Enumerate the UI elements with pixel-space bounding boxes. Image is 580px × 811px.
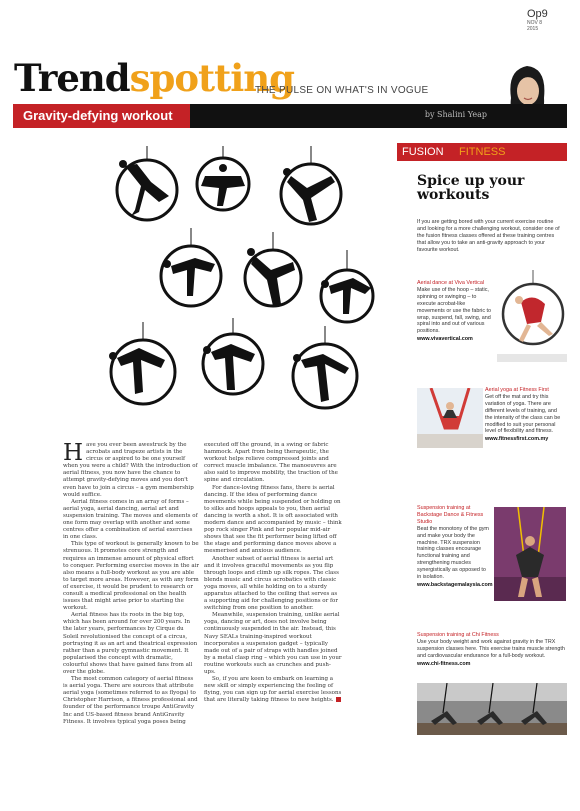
listing-chi-fitness [417,632,567,668]
sidebar-label-part2: FITNESS [459,146,506,158]
listing-backstage [417,505,491,589]
end-mark-icon [336,697,341,702]
paragraph: Aerial fitness has its roots in the big top, which has been around for over 200 years. In the later years, performances by Cirque du Soleil revolutionised the concept of a circus, portraying it as an art and theatrical expression rather than a purely gymnastic movement. It popularised the concept with dramatic, colourful shows that have gained fans from all over the globe. [63,612,198,675]
title-bar [13,104,567,128]
paragraph: Another subset of aerial fitness is aerial art and it involves graceful movements as you flip through loops and climb up silk ropes. The class blends music and circus acrobatics with classic yoga moves, all while holding on to a sturdy apparatus attached to the ceiling that serves as a supporting aid for challenging positions or for switching from one position to another. [204,555,339,612]
listing-body: Make use of the hoop – static, spinning or swinging – to execute acrobat-like movements or use the fabric to wrap, suspend, fall, swing, and spiral into and out of various positions. [417,286,492,335]
sidebar-intro: If you are getting bored with your current exercise routine and looking for a more challenging workout, consider one of the fusion fitness classes offered at these training centres that allow you to take an anti-gravity approach to your favourite workout. [417,219,560,253]
silhouette-4 [171,258,215,296]
page-folio [527,8,573,32]
silhouette-2 [201,176,245,206]
viva-vertical-photo [497,270,567,362]
brand-part2: spotting [129,56,295,100]
paragraph: For dance-loving fitness fans, there is aerial dancing. If the idea of performing dance movements while being suspended or holding on to silks and hoops appeals to you, then aerial dancing is worth a shot. It is oft associated with modern dance and accompanied by music – think pop rock singer Pink and her popular mid-air shows that see the fit performer being lifted off the stage and performing dance moves above a mesmerised and anxious audience. [204,484,342,555]
chi-fitness-photo [417,683,567,735]
paragraph-text: ave you ever been awestruck by the acrobats and trapeze artists in the circus or aspired to be one yourself when you were a child? With the introduction of aerial fitness, you now have the chance to attempt gravity-defying moves and you don't even have to join a circus – a gym membership would suffice. [63,442,198,498]
listing-heading: Suspension training at Chi Fitness [417,632,499,638]
listing-body: Beat the monotony of the gym and make your body the machine. TRX suspension training classes encourage functional training and strengthening muscles synergistically as opposed to in isolation. [417,525,489,581]
paragraph: Aerial fitness comes in an array of forms – aerial yoga, aerial dancing, aerial art and suspension training. The moves and elements of one form may overlap with another and some centres offer a combination of aerial exercises in one class. [63,498,198,541]
backstage-photo [494,507,566,601]
fitness-first-photo [417,388,483,448]
section-brand [14,58,294,98]
article-column-2 [204,442,342,704]
paragraph [204,676,342,704]
byline: by Shalini Yeap [424,110,487,119]
listing-url[interactable]: www.backstagemalaysia.com [417,581,493,588]
sidebar-heading: Spice up your workouts [417,173,525,203]
hoop-7 [111,340,175,404]
aerial-hoop-illustration [95,146,395,436]
paragraph: This type of workout is generally known to be strenuous. It promotes core strength and requires an immense amount of physical effort to conquer. Performing exercise moves in the air also means a full-body workout as you are able to target more areas. However, as with any form of exercise, it would be prudent to research or consult a medical professional on the health issues that might arise prior to starting the workout. [63,541,199,612]
silhouette-1 [125,164,169,216]
page-number: Op9 [527,8,548,20]
paragraph: The most common category of aerial fitness is aerial yoga. There are sources that attribute aerial yoga (sometimes referred to as flyoga) to Christopher Harrison, a fitness professional and founder of the performance troupe AntiGravity Inc and US-based fitness brand AntiGravity Fitness. It involves typical yoga poses being [63,676,198,725]
silhouette-7 [117,348,165,394]
silhouette-5 [251,256,295,306]
article-column-1 [63,442,199,726]
paragraph: Meanwhile, suspension training, unlike aerial yoga, dancing or art, does not involve being continuously suspended in the air. Instead, this Navy SEALs training-inspired workout incorporates a suspension gadget – typically made out of a pair of straps with handles joined by a metal clasp ring – which you can use in your routine workouts such as crunches and push-ups. [204,612,342,675]
listing-url[interactable]: www.vivavertical.com [417,336,473,343]
paragraph: executed off the ground, in a swing or fabric hammock. Apart from being therapeutic, the workout helps relieve compressed joints and correct muscle imbalance. The manoeuvres are also said to improve mobility, the traction of the spine and circulation. [204,442,338,484]
issue-date-line2: 2015 [527,26,539,32]
article-title: Gravity-defying workout [23,108,173,123]
listing-heading: Aerial yoga at Fitness First [485,387,549,393]
listing-body: Use your body weight and work against gravity in the TRX suspension classes here. This exercise trains muscle strength and cardiovascular endurance for a full-body workout. [417,638,565,659]
listing-url[interactable]: www.chi-fitness.com [417,660,471,667]
sidebar-label-bar [397,143,567,161]
listing-url[interactable]: www.fitnessfirst.com.my [485,436,549,443]
issue-date-line1: NOV 8 [527,20,543,26]
listing-heading: Suspension training at Backstage Dance & Fitness Studio [417,505,484,525]
paragraph-text: So, if you are keen to embark on learning a new skill or simply experiencing the feeling of flying, you can sign up for aerial exercise lessons that are literally taking fitness to new heights. [204,676,342,704]
listing-body: Get off the mat and try this variation of yoga. There are different levels of training, and the intensity of the class can be modified to suit your personal level of flexibility and fitness. [485,393,561,435]
silhouette-8 [211,344,255,390]
listing-viva-vertical [417,280,491,343]
silhouette-6 [329,278,371,314]
paragraph [63,442,199,499]
silhouette-9 [301,354,349,402]
listing-fitness-first [485,387,565,443]
drop-cap: H [63,440,84,466]
brand-part1: Trend [14,56,130,100]
silhouette-3 [287,176,335,222]
listing-heading: Aerial dance at Viva Vertical [417,280,485,286]
section-tagline: THE PULSE ON WHAT'S IN VOGUE [255,85,429,96]
sidebar-label-part1: FUSION [402,146,444,158]
